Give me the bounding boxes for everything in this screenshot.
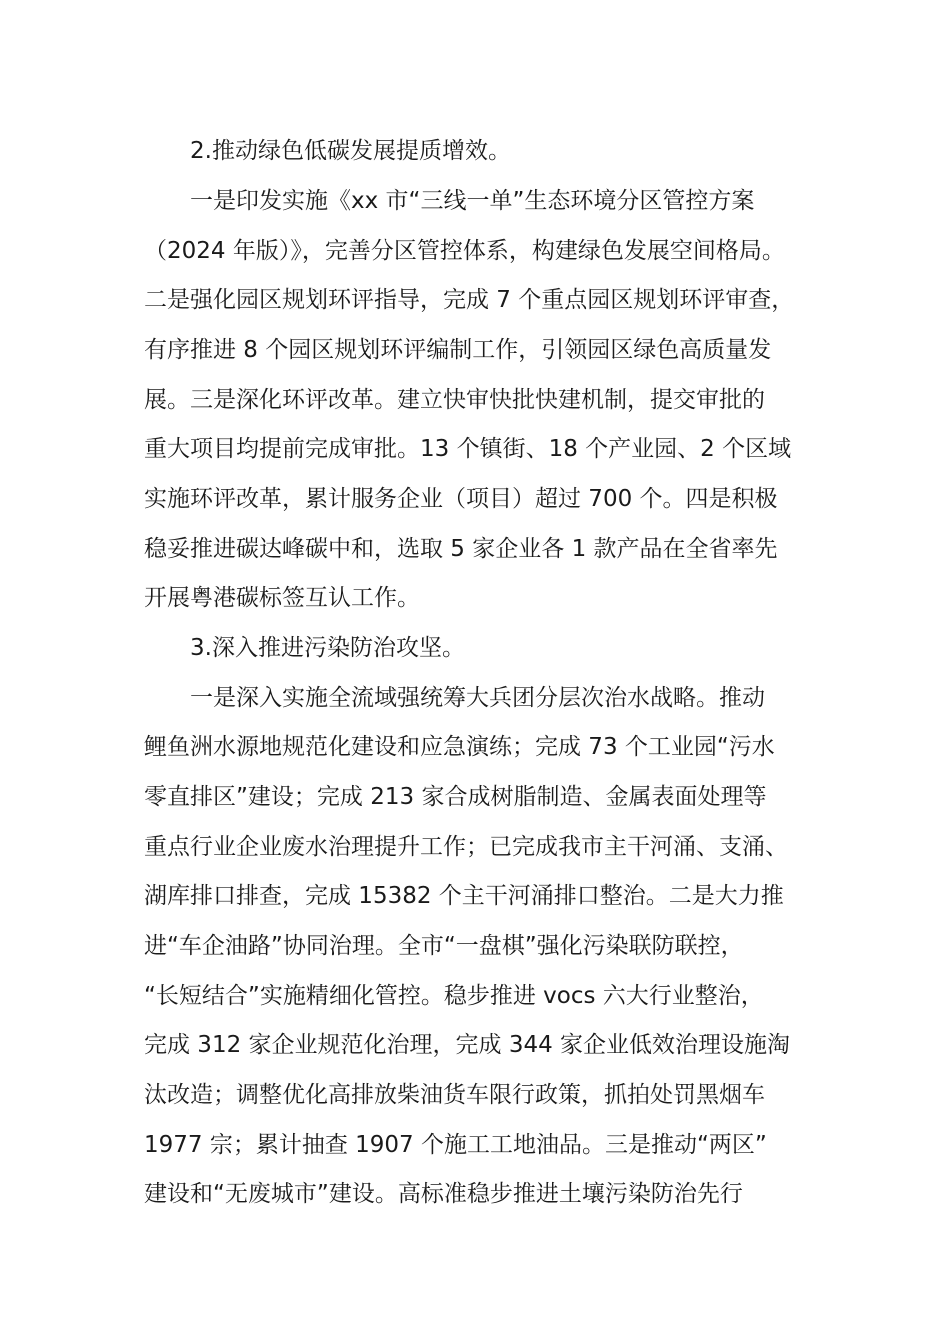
paragraph-line: 开展粤港碳标签互认工作。 [144,585,420,611]
paragraph-line: 零直排区”建设；完成 213 家合成树脂制造、金属表面处理等 [144,784,767,810]
paragraph-line: 湖库排口排查，完成 15382 个主干河涌排口整治。二是大力推 [144,883,784,909]
paragraph-line: 1977 宗；累计抽查 1907 个施工工地油品。三是推动“两区” [144,1132,767,1158]
section-heading-pollution-control: 3.深入推进污染防治攻坚。 [190,635,465,661]
paragraph-line: “长短结合”实施精细化管控。稳步推进 vocs 六大行业整治， [144,983,764,1009]
paragraph-line: 实施环评改革，累计服务企业（项目）超过 700 个。四是积极 [144,486,778,512]
paragraph-line: 进“车企油路”协同治理。全市“一盘棋”强化污染联防联控， [144,933,744,959]
section-heading-green-low-carbon: 2.推动绿色低碳发展提质增效。 [190,138,511,164]
paragraph-line: 完成 312 家企业规范化治理，完成 344 家企业低效治理设施淘 [144,1032,791,1058]
paragraph-line: 汰改造；调整优化高排放柴油货车限行政策，抓拍处罚黑烟车 [144,1082,765,1108]
paragraph-line: 鲤鱼洲水源地规范化建设和应急演练；完成 73 个工业园“污水 [144,734,775,760]
paragraph-line: 重大项目均提前完成审批。13 个镇街、18 个产业园、2 个区域 [144,436,792,462]
paragraph-line: 一是印发实施《xx 市“三线一单”生态环境分区管控方案 [190,188,755,214]
paragraph-line: 建设和“无废城市”建设。高标准稳步推进土壤污染防治先行 [144,1181,743,1207]
paragraph-line: 二是强化园区规划环评指导，完成 7 个重点园区规划环评审查， [144,287,795,313]
paragraph-line: 稳妥推进碳达峰碳中和，选取 5 家企业各 1 款产品在全省率先 [144,536,778,562]
paragraph-line: 一是深入实施全流域强统筹大兵团分层次治水战略。推动 [190,685,765,711]
paragraph-line: （2024 年版）》，完善分区管控体系，构建绿色发展空间格局。 [144,238,785,264]
paragraph-line: 重点行业企业废水治理提升工作；已完成我市主干河涌、支涌、 [144,834,788,860]
paragraph-line: 展。三是深化环评改革。建立快审快批快建机制，提交审批的 [144,387,765,413]
paragraph-line: 有序推进 8 个园区规划环评编制工作，引领园区绿色高质量发 [144,337,772,363]
